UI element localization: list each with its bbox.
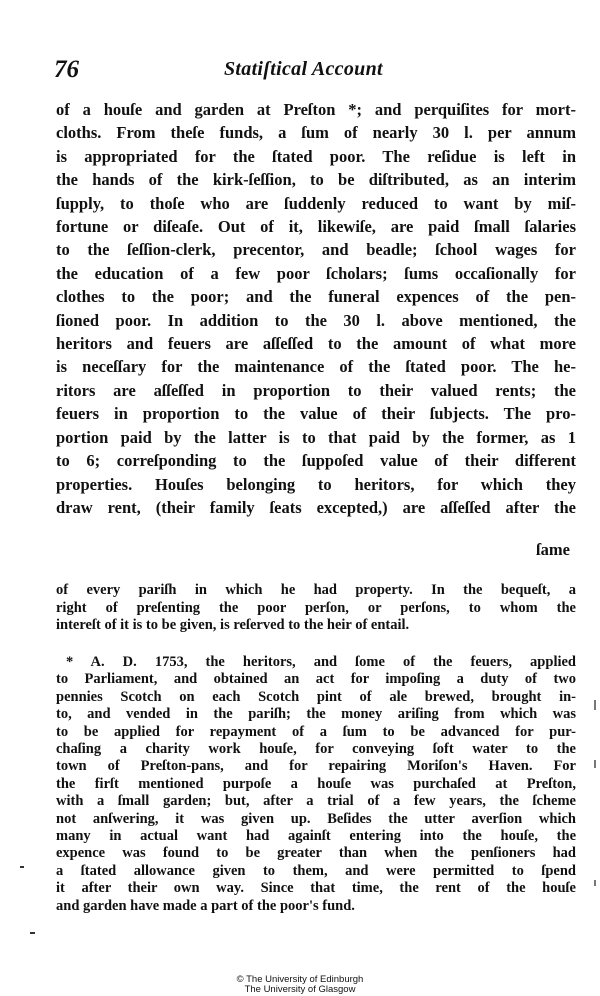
footnote-line: to, and vended in the pariſh; the money ariſing from which was — [56, 706, 576, 723]
text-line: cloths. From theſe funds, a ſum of nearly 30 l. per annum — [56, 123, 576, 143]
main-text-block — [56, 98, 576, 519]
text-line: fortune or diſeaſe. Out of it, likewiſe, are paid ſmall ſalaries — [56, 217, 576, 237]
footnote-line: expence was found to be greater than when the penſioners had — [56, 845, 576, 862]
text-line: ſioned poor. In addition to the 30 l. above mentioned, the — [56, 310, 576, 330]
credit-line: The University of Glasgow — [244, 984, 356, 995]
scan-speck — [594, 760, 596, 768]
footnote-line: town of Preſton-pans, and for repairing Moriſon's Haven. For — [56, 758, 576, 775]
text-line: is neceſſary for the maintenance of the ſtated poor. The he- — [56, 357, 576, 377]
text-line: is appropriated for the ſtated poor. The reſidue is left in — [56, 146, 576, 166]
footnote-line: the firſt mentioned purpoſe a houſe was purchaſed at Preſton, — [56, 775, 576, 792]
footnote-line: chaſing a charity work houſe, for conveying ſoft water to the — [56, 741, 576, 758]
footnote-line: many in actual want had againſt entering into the houſe, the — [56, 828, 576, 845]
catchword: ſame — [536, 540, 570, 559]
footnote-line: and garden have made a part of the poor's fund. — [56, 897, 355, 914]
scan-speck — [594, 880, 596, 886]
text-line: feuers in proportion to the value of their ſubjects. The pro- — [56, 404, 576, 424]
text-line: to the ſeſſion-clerk, precentor, and beadle; ſchool wages for — [56, 240, 576, 260]
text-line: draw rent, (their family ſeats excepted,) are aſſeſſed after the — [56, 497, 576, 517]
footnote-line: to be applied for repayment of a ſum to be advanced for pur- — [56, 723, 576, 740]
footnote — [56, 654, 576, 915]
footnote-line: to Parliament, and obtained an act for impoſing a duty of two — [56, 671, 576, 688]
text-line: ritors are aſſeſſed in proportion to their valued rents; the — [56, 380, 576, 400]
footnote-line: right of preſenting the poor perſon, or perſons, to whom the — [56, 599, 576, 616]
footnote-continuation — [56, 582, 576, 635]
text-line: ſupply, to thoſe who are ſuddenly reduced to want by miſ- — [56, 193, 576, 213]
footnote-line: intereſt of it is to be given, is reſerved to the heir of entail. — [56, 617, 410, 634]
text-line: to 6; correſponding to the ſuppoſed value of their different — [56, 451, 576, 471]
text-line: clothes to the poor; and the funeral expences of the pen- — [56, 287, 576, 307]
text-line: portion paid by the latter is to that paid by the former, as 1 — [56, 427, 576, 447]
running-head: Statiſtical Account — [224, 58, 383, 80]
text-line: the education of a few poor ſcholars; ſums occaſionally for — [56, 263, 576, 283]
page-number: 76 — [54, 56, 79, 83]
footnote-line: not anſwering, it was given up. Beſides the utter averſion which — [56, 810, 576, 827]
footnote-line: of every pariſh in which he had property. In the bequeſt, a — [56, 582, 576, 598]
scan-speck — [594, 700, 596, 710]
footnote-line: it after their own way. Since that time, the rent of the houſe — [56, 880, 576, 897]
footnote-line: a ſtated allowance given to them, and were permitted to ſpend — [56, 862, 576, 879]
footnote-line: pennies Scotch on each Scotch pint of ale brewed, brought in- — [56, 688, 576, 705]
digitization-credit — [0, 975, 600, 995]
scan-speck — [30, 932, 35, 934]
text-line: of a houſe and garden at Preſton *; and perquiſites for mort- — [56, 100, 576, 119]
text-line: properties. Houſes belonging to heritors, for which they — [56, 474, 576, 494]
text-line: heritors and feuers are aſſeſſed to the amount of what more — [56, 334, 576, 354]
credit-line: © The University of Edinburgh — [236, 974, 364, 985]
text-line: the hands of the kirk-ſeſſion, to be diſtributed, as an interim — [56, 170, 576, 190]
footnote-line: with a ſmall garden; but, after a trial of a few years, the ſcheme — [56, 793, 576, 810]
footnote-line: * A. D. 1753, the heritors, and ſome of the feuers, applied — [66, 654, 576, 670]
scan-speck — [20, 866, 24, 868]
page-header — [54, 56, 554, 86]
